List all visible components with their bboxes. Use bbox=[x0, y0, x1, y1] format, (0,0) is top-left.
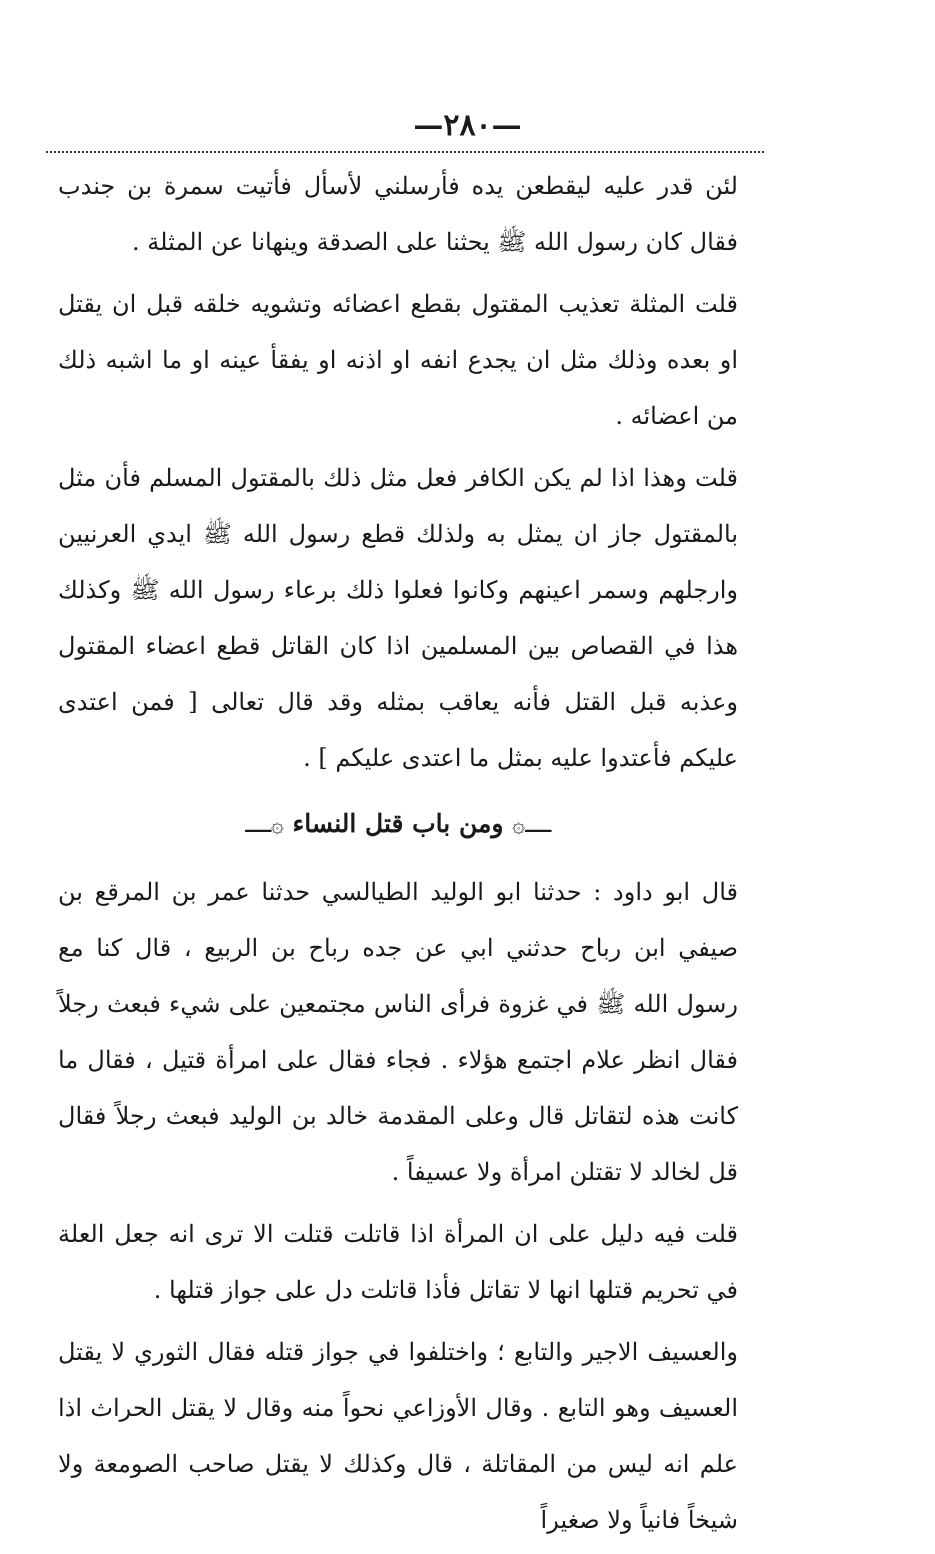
paragraph-6: والعسيف الاجير والتابع ؛ واختلفوا في جواز قتله فقال الثوري لا يقتل العسيف وهو التابع . وقال الأوزاعي نحواً منه وقال لا يقتل الحراث اذا علم انه ليس من المقاتلة ، قال وكذلك لا يقتل صاحب الصومعة ولا شيخاً فانياً ولا صغيراً bbox=[58, 1338, 738, 1534]
paragraph-4: قال ابو داود : حدثنا ابو الوليد الطيالسي حدثنا عمر بن المرقع بن صيفي ابن رباح حدثني ابي عن جده رباح بن الربيع ، قال كنا مع رسول الله ﷺ في غزوة فرأى الناس مجتمعين على شيء فبعث رجلاً فقال انظر علام اجتمع هؤلاء . فجاء فقال على امرأة قتيل ، فقال ما كانت هذه لتقاتل قال وعلى المقدمة خالد بن الوليد فبعث رجلاً فقال قل لخالد لا تقتلن امرأة ولا عسيفاً . bbox=[58, 878, 739, 1186]
ornament-left-icon: ۞ــ bbox=[245, 813, 284, 838]
paragraph-5: قلت فيه دليل على ان المرأة اذا قاتلت قتلت الا ترى انه جعل العلة في تحريم قتلها انها لا تقاتل فأذا قاتلت دل على جواز قتلها . bbox=[58, 1220, 738, 1304]
page-number: —٢٨٠— bbox=[413, 108, 522, 143]
paragraph-2: قلت المثلة تعذيب المقتول بقطع اعضائه وتشويه خلقه قبل ان يقتل او بعده وذلك مثل ان يجدع انفه او اذنه او يفقأ عينه او ما اشبه ذلك من اعضائه . bbox=[58, 290, 738, 430]
header-divider bbox=[46, 151, 764, 153]
ornament-right-icon: ــ۞ bbox=[512, 813, 551, 838]
page-body bbox=[58, 158, 738, 1554]
section-heading bbox=[58, 792, 738, 858]
paragraph-3: قلت وهذا اذا لم يكن الكافر فعل مثل ذلك بالمقتول المسلم فأن مثل بالمقتول جاز ان يمثل به ولذلك قطع رسول الله ﷺ ايدي العرنيين وارجلهم وسمر اعينهم وكانوا فعلوا ذلك برعاء رسول الله ﷺ وكذلك هذا في القصاص بين المسلمين اذا كان القاتل قطع اعضاء المقتول وعذبه قبل القتل فأنه يعاقب بمثله وقد قال تعالى [ فمن اعتدى عليكم فأعتدوا عليه بمثل ما اعتدى عليكم ] . bbox=[58, 464, 739, 772]
section-title: ومن باب قتل النساء bbox=[292, 809, 504, 838]
paragraph-1: لئن قدر عليه ليقطعن يده فأرسلني لأسأل فأتيت سمرة بن جندب فقال كان رسول الله ﷺ يحثنا على الصدقة وينهانا عن المثلة . bbox=[58, 172, 738, 256]
